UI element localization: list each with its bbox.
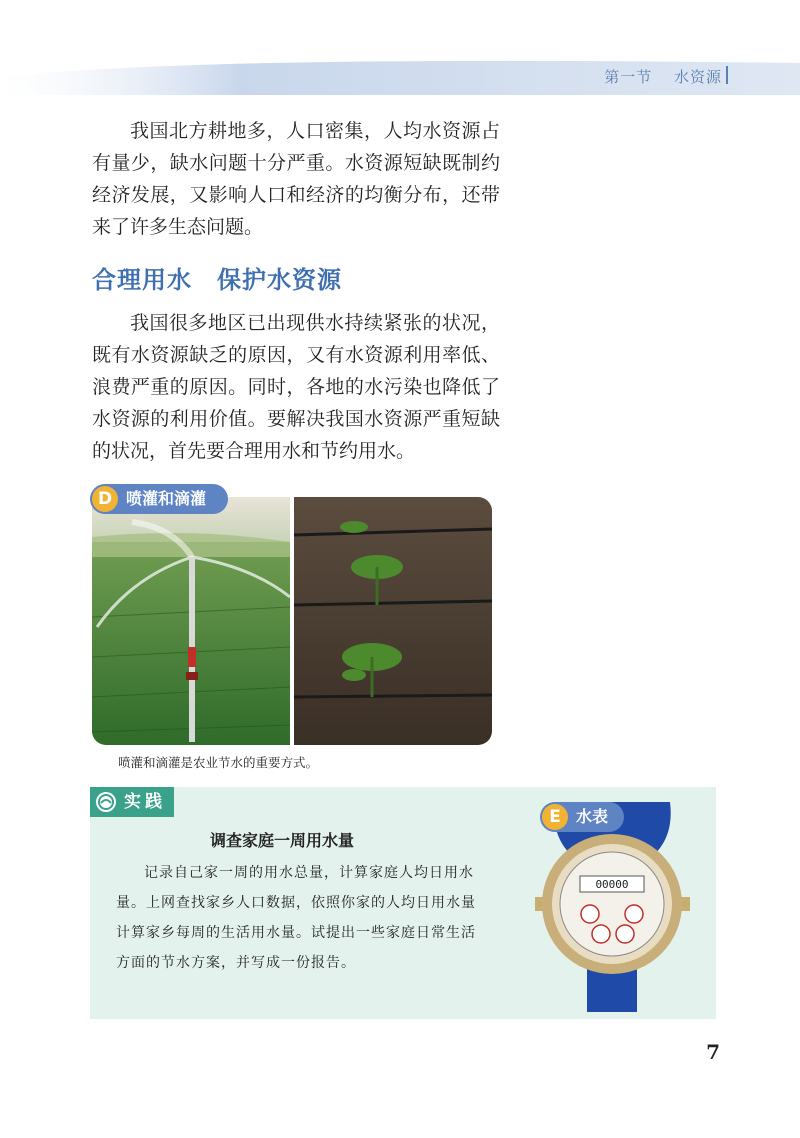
header-section: 第一节 [604,68,653,86]
intro-paragraph: 我国北方耕地多，人口密集，人均水资源占有量少，缺水问题十分严重。水资源短缺既制约经济发展，又影响人口和经济的均衡分布，还带来了许多生态问题。 [92,120,500,238]
practice-icon [95,791,117,813]
header-divider [726,66,728,84]
drip-irrigation-photo [294,497,492,745]
section-heading: 合理用水 保护水资源 [92,266,342,294]
practice-title: 调查家庭一周用水量 [210,831,355,850]
figure-d-caption: 喷灌和滴灌是农业节水的重要方式。 [118,755,319,770]
figure-d-label [90,484,228,514]
practice-label: 实践 [124,792,166,812]
irrigation-illustration [92,497,492,745]
figure-e-label [540,802,624,832]
water-meter-photo [535,802,690,1012]
practice-body: 记录自己家一周的用水总量，计算家庭人均日用水量。上网查找家乡人口数据，依照你家的人均日用水量计算家乡每周的生活用水量。试提出一些家庭日常生活方面的节水方案，并写成一份报告。 [116,865,476,971]
sprinkler-photo [92,497,290,745]
irrigation-photo [92,497,492,745]
main-paragraph: 我国很多地区已出现供水持续紧张的状况，既有水资源缺乏的原因，又有水资源利用率低、浪费严重的原因。同时，各地的水污染也降低了水资源的利用价值。要解决我国水资源严重短缺的状况，首先要合理用水和节约用水。 [92,312,500,462]
figure-d-letter: D [92,486,118,512]
figure-d-title: 喷灌和滴灌 [126,489,207,508]
practice-tab [90,787,174,817]
page-number: 7 [706,1040,720,1064]
meter-digits: 00000 [595,878,629,891]
figure-e-title: 水表 [576,807,609,826]
header-topic: 水资源 [673,68,722,86]
figure-e-letter: E [542,804,568,830]
